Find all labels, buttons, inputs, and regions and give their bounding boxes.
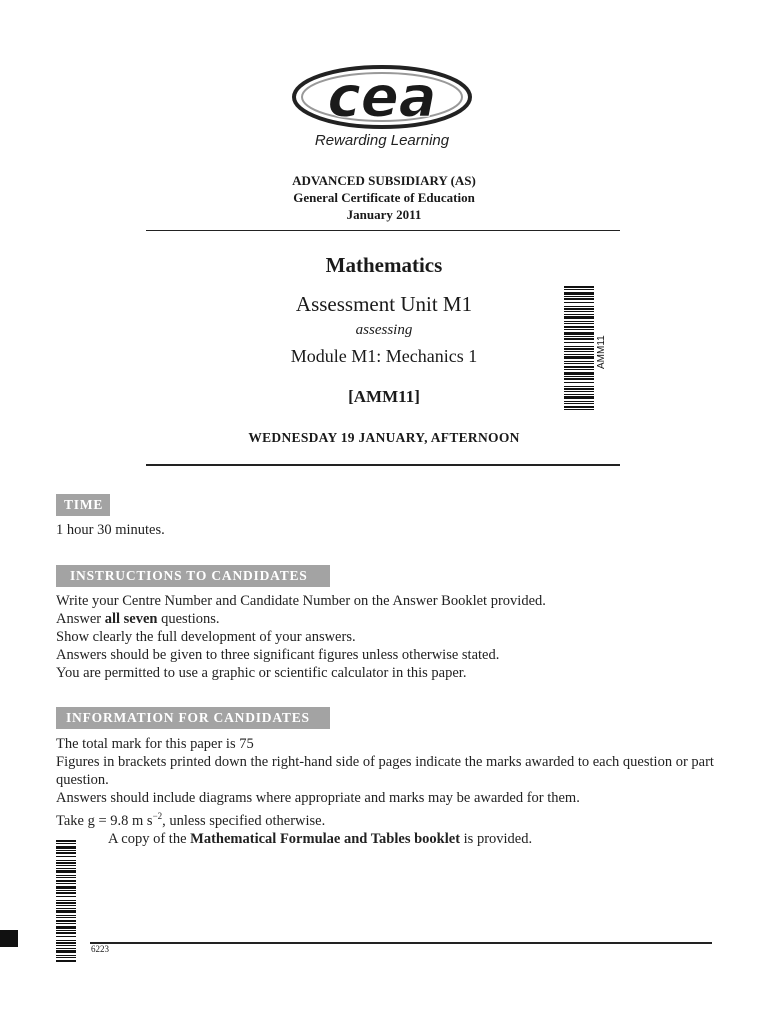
- header-rule-top: [146, 230, 620, 231]
- instruction-line: Answer all seven questions.: [56, 611, 220, 627]
- module-name: Module M1: Mechanics 1: [290, 346, 478, 366]
- information-body: [56, 735, 716, 848]
- information-line: Take g = 9.8 m $s^{-2}$, unless specified otherwise.: [56, 811, 326, 829]
- information-line: A copy of the Mathematical Formulae and Tables booklet is provided.: [108, 830, 533, 847]
- information-line: The total mark for this paper is 75: [56, 736, 254, 752]
- paper-barcode: [564, 286, 612, 416]
- footer-barcode: [56, 840, 78, 968]
- instruction-line: Answers should be given to three significant figures unless otherwise stated.: [56, 647, 500, 663]
- subject-title: Mathematics: [325, 253, 443, 277]
- time-label: TIME: [56, 494, 110, 516]
- qualification-name: General Certificate of Education: [293, 190, 475, 205]
- instruction-line: Write your Centre Number and Candidate Number on the Answer Booklet provided.: [56, 593, 546, 609]
- time-value: 1 hour 30 minutes.: [56, 522, 165, 538]
- cea-logo-graphic: [288, 64, 476, 134]
- exam-series: January 2011: [346, 207, 422, 222]
- footer-code: 6223: [91, 944, 109, 954]
- instructions-body: [56, 592, 716, 682]
- information-line: Answers should include diagrams where appropriate and marks may be awarded for them.: [56, 790, 580, 806]
- registration-mark: [0, 930, 18, 947]
- logo-wordmark: cea: [327, 65, 437, 130]
- instructions-label: INSTRUCTIONS TO CANDIDATES: [56, 565, 330, 587]
- information-line: Figures in brackets printed down the right-hand side of pages indicate the marks awarded to each question or part question.: [56, 754, 714, 788]
- header-rule-bottom: [146, 464, 620, 466]
- instruction-line: You are permitted to use a graphic or scientific calculator in this paper.: [56, 665, 467, 681]
- information-label: INFORMATION FOR CANDIDATES: [56, 707, 330, 729]
- instruction-line: Show clearly the full development of your answers.: [56, 629, 356, 645]
- assessment-unit: Assessment Unit M1: [295, 292, 473, 316]
- logo-tagline: Rewarding Learning: [314, 132, 450, 149]
- assessing-label: assessing: [355, 322, 413, 338]
- paper-code: [AMM11]: [348, 387, 420, 406]
- footer-rule: [90, 942, 712, 944]
- exam-session: WEDNESDAY 19 JANUARY, AFTERNOON: [248, 430, 520, 445]
- qualification-level: ADVANCED SUBSIDIARY (AS): [292, 173, 476, 188]
- barcode-label: AMM11: [596, 335, 607, 369]
